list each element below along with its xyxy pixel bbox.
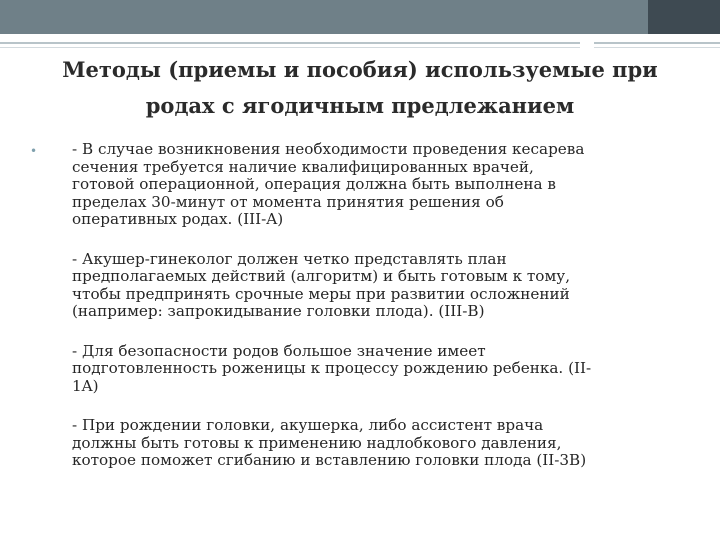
- title-rule: [0, 42, 580, 44]
- paragraph-suprapubic-pressure: - При рождении головки, акушерка, либо ассистент врача должны быть готовы к применению надлобкового давления, которое поможет сгибанию и вставлению головки плода (II-3B): [72, 416, 587, 469]
- slide-title: [40, 52, 680, 124]
- bullet-icon: •: [30, 144, 38, 158]
- header-band: [0, 0, 648, 34]
- slide-body: [30, 141, 690, 492]
- slide-title-line-2: родах с ягодичным предлежанием: [145, 93, 575, 118]
- paragraph-patient-preparation: - Для безопасности родов большое значение имеет подготовленность роженицы к процессу рождению ребенка. (II- 1A): [72, 341, 592, 395]
- paragraph-obstetrician-plan: - Акушер-гинеколог должен четко представлять план предполагаемых действий (алгоритм) и быть готовым к тому, чтобы предпринять срочные меры при развитии осложнений (например: запрокидывание головки плода). (III-B): [72, 249, 571, 320]
- title-rule-thin: [0, 47, 580, 48]
- slide-title-line-1: Методы (приемы и пособия) используемые при: [62, 57, 658, 82]
- header-band-accent: [648, 0, 720, 34]
- title-rule-thin-accent: [594, 47, 720, 48]
- title-rule-accent: [594, 42, 720, 44]
- paragraph-cesarean: - В случае возникновения необходимости проведения кесарева сечения требуется наличие квалифицированных врачей, готовой операционной, операция должна быть выполнена в пределах 30-минут от момента принятия решения об оперативных родах. (III-A): [72, 140, 585, 228]
